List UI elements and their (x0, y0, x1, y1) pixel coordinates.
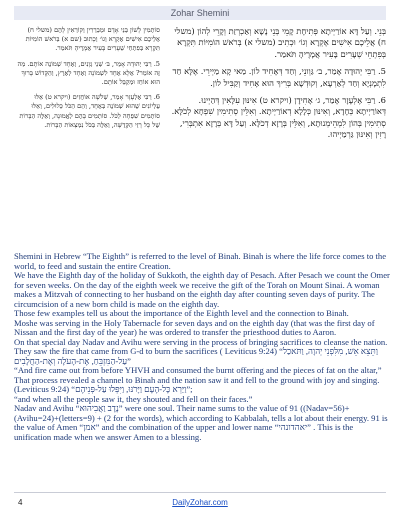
aramaic-paragraph: 5. רַבִּי יְהוּדָה אָמַר, ב׳ גַּוְונֵי, וְחַד דְּאָחִיד לוֹן. מַאי קָא מַיְירֵי. אֶלָּא חַד לִתְמָנְיָא וְחַד לְאַרְעָא, וְקוּדְשָׁא בְּרִיךְ הוּא אָחִיד וְקַבִּיל לוֹן. (172, 66, 386, 88)
header-title: Zohar Shemini (170, 8, 230, 18)
commentary-paragraph: Those few examples tell us about the importance of the Eighth level and the connection to Binah. (14, 308, 349, 318)
page-header (14, 6, 386, 20)
commentary-paragraph: Moshe was serving in the Holy Tabernacle for seven days and on the eighth day (that was the first day of Nissan and the first day of the year) he was ordered to transfer the priesthood duties to Aaron. (14, 317, 375, 337)
hebrew-text-block (14, 26, 386, 250)
commentary-paragraph: “and when all the people saw it, they shouted and fell on their faces.” (14, 393, 253, 404)
footer-divider (14, 492, 386, 493)
page-number: 4 (18, 498, 23, 507)
hebrew-paragraph: 6. רַבִּי אֶלְעָזָר אָמַר, שְׁלֹשָׁה אוֹחֲזִים (ויקרא ט) אֵלּוּ עֶלְיוֹנִים שֶׁהוּא שְׁמוֹנֶה בְּאֶחָד, וְהֵם הַכֹּל כְּלוּלִים, וְאֵלּוּ סוֹתְמִים שִׁפְחָה לַכֹּל. סוֹתְמִים בָּהֶם לְאֱמוּנָה, וְאֵלֶּה הַבָּרוֹת שֶׁל כָּל רָזֵי הַקְּדֻשָּׁה, וְאֵלֶּה בַּכֹּל נִמְצָאוֹת הַבָּרוֹת. (19, 93, 160, 129)
commentary-paragraph: They saw the fire that came from G-d to burn the sacrifices ( Leviticus 9:24) “וַתֵּצֵא אֵשׁ, מִלִּפְנֵי יְהוָה, וַתֹּאכַל עַל-הַמִּזְבֵּחַ, אֶת-הָעֹלָה וְאֶת-הַחֲלָבִים” (14, 346, 378, 366)
english-commentary (14, 252, 392, 442)
commentary-paragraph: We have the Eighth day of the holiday of Sukkoth, the eighth day of Pesach. After Pesach we count the Omer for seven weeks. On the day of the eighth week we receive the gift of the Torah on Mount Sinai. A woman makes a Mitzvah of connecting to her husband on the eighth day after counting seven days of purity. The circumcision of a new born child is made on the eighth day. (14, 270, 390, 309)
aramaic-paragraph: בְּנֵי. וְעַל דָּא אוֹרַיְיתָא פְּתִיחָת קָמֵי בְּנֵי נָשָׁא וְאַכְרְזַת וְקָרֵי לְהוֹן (משלי ח) אֲלֵיכֶם אִישִׁים אֶקְרָא וְגוֹ׳ וּכְתִיב (משלי א) בְּרֹאשׁ הוֹמִיּוֹת תִּקְרָא בְּפִתְחֵי שְׁעָרִים בָּעִיר אֲמָרֶיהָ תֹּאמַר. (174, 26, 386, 59)
site-link[interactable]: DailyZohar.com (172, 498, 228, 507)
hebrew-paragraph: 5. רַבִּי יְהוּדָה אָמַר, בּ׳ שְׁנֵי גְּוָנִים, וְאֶחָד שְׁמוֹנֶה אוֹתָם. מַה זֶּה אוֹמֵר? אֶלָּא אֶחָד לִשְׁמוֹנָה וְאֶחָד לְאֶרֶץ, וְהַקָּדוֹשׁ בָּרוּךְ הוּא אוֹחֵז וּמְקַבֵּל אוֹתָם. (17, 59, 160, 87)
commentary-paragraph: “And fire came out from before YHVH and consumed the burnt offering and the pieces of fat on the altar,” (14, 365, 382, 375)
hebrew-translation-column (14, 26, 160, 250)
commentary-paragraph: Shemini in Hebrew “The Eighth” is referred to the level of Binah. Binah is where the life force comes to the world, to feed and sustain the entire Creation. (14, 251, 387, 271)
page-footer (14, 497, 386, 509)
commentary-paragraph: On that special day Nadav and Avihu were serving in the process of bringing sacrifices to cleanse the nation. (14, 336, 388, 347)
aramaic-paragraph: 6. רַבִּי אֶלְעָזָר אָמַר, ג׳ אָחִידָן (ויקרא ט) אִינּוּן עִלָּאִין דְּהַיְינוּ. דְּאוֹרַיְיתָא כְּחָדָא, וְאִינּוּן כְּלָלָא דְאוֹרַיְיתָא. וְאִלֵּין סְתִימִין שִׁפְחָא לְכֹלָּא. סְתִימִין בְּהוֹן לִמְהֵימְנוּתָא, וְאִלֵּין בְּרָזָא דְכֹלָּא. וְעַל דָּא בְּרָזָא אִתְבְּרִי, רָזִין וְאִינּוּן גַּרְמַיְיהוּ. (171, 95, 386, 140)
hebrew-paragraph: סוֹתְמִין לָשׁוֹן בְּנֵי אָדָם וּמְבַרְרִין וְקוֹרְאִין לָהֶם (משלי ח) אֲלֵיכֶם אִישִׁים אֶקְרָא וְגוֹ׳ וְכָתוּב (שם א) בְּרֹאשׁ הוֹמִיּוֹת תִּקְרָא בְּפִתְחֵי שְׁעָרִים בָּעִיר אֲמָרֶיהָ תֹּאמֵר. (25, 26, 160, 53)
aramaic-original-column (170, 26, 386, 250)
commentary-paragraph: That process revealed a channel to Binah and the nation saw it and fell to the ground with joy and singing. (Leviticus 9:24) “וַיַּרְא כָּל-הָעָם וַיָּרֹנּוּ, וַיִּפְּלוּ עַל-פְּנֵיהֶם”; (14, 374, 380, 394)
commentary-paragraph: Nadav and Avihu “נָדָב וַאֲבִיהוּא” were one soul. Their name sums to the value of 91 ((Nadav=56)+ (Avihu=24)+(letters=9) + (2 for the words), which according to Kabbalah, tells a lot about their energy. 91 is the value of Amen “אמן” and the combination of the upper and lower name “יאהדונהי” . This is the unification made when we answer Amen to a blessing. (14, 403, 388, 442)
